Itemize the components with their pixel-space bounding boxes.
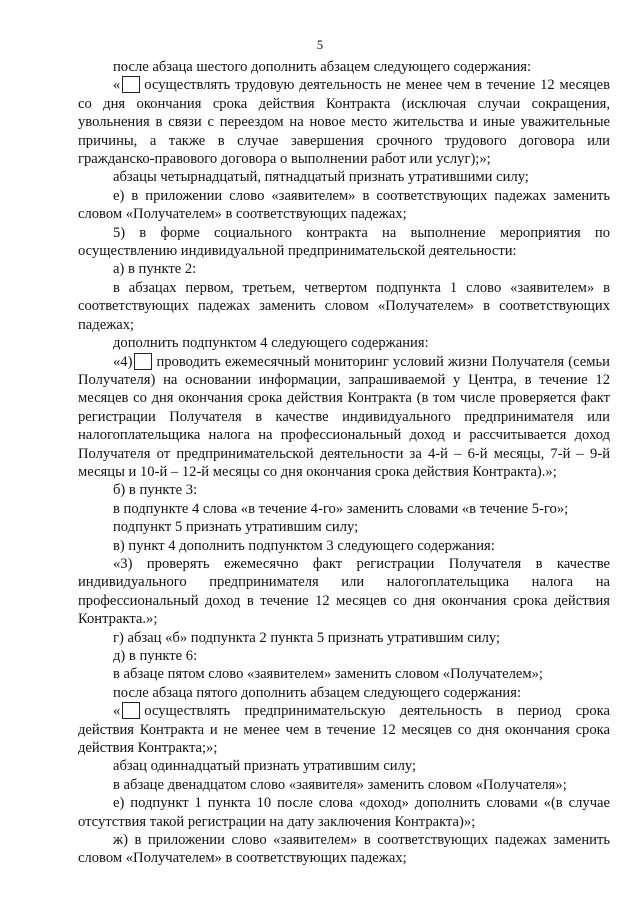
paragraph-text: осуществлять трудовую деятельность не менее чем в течение 12 месяцев со дня окончания срока действия Контракта (исключая случаи сокращения, увольнения в связи с переездом на новое место жительства и иные уважительные причины, а также в случае завершения срочного трудового договора или гражданско-правового договора о выполнении работ или услуг);»; <box>78 77 610 168</box>
paragraph: абзацы четырнадцатый, пятнадцатый признать утратившими силу; <box>113 169 529 186</box>
quote-open: « <box>113 703 121 720</box>
paragraph: е) в приложении слово «заявителем» в соответствующих падежах заменить словом «Получателем» в соответствующих падежах; <box>78 187 610 223</box>
paragraph: г) абзац «б» подпункта 2 пункта 5 признать утратившим силу; <box>113 629 501 646</box>
empty-checkbox <box>122 76 140 93</box>
paragraph: дополнить подпунктом 4 следующего содержания: <box>113 335 429 352</box>
paragraph-text: осуществлять предпринимательскую деятельность в период срока действия Контракта и не менее чем в течение 12 месяцев со дня окончания срока действия Контракта;»; <box>78 703 610 757</box>
subpoint-number: «4) <box>113 353 133 370</box>
paragraph: 5) в форме социального контракта на выполнение мероприятия по осуществлению индивидуальной предпринимательской деятельности: <box>78 224 610 260</box>
paragraph: в абзацах первом, третьем, четвертом подпункта 1 слово «заявителем» в соответствующих падежах заменить словом «Получателем» в соответствующих падежах; <box>78 279 610 333</box>
paragraph: ж) в приложении слово «заявителем» в соответствующих падежах заменить словом «Получателем» в соответствующих падежах; <box>78 832 610 867</box>
empty-checkbox <box>122 702 140 719</box>
paragraph: е) подпункт 1 пункта 10 после слова «доход» дополнить словами «(в случае отсутствия такой регистрации на дату заключения Контракта)»; <box>78 795 610 830</box>
paragraph-with-checkbox <box>78 76 610 168</box>
paragraph: в абзаце двенадцатом слово «заявителя» заменить словом «Получателя»; <box>113 776 567 793</box>
paragraph: в подпункте 4 слова «в течение 4-го» заменить словами «в течение 5-го»; <box>113 500 569 517</box>
paragraph: д) в пункте 6: <box>113 648 198 664</box>
quote-open: « <box>113 77 121 94</box>
empty-checkbox <box>134 353 152 370</box>
document-body <box>78 58 610 868</box>
paragraph-text: проводить ежемесячный мониторинг условий жизни Получателя (семьи Получателя) на основании информации, запрашиваемой у Центра, в течение 12 месяцев со дня окончания срока действия Контракта (в том числе проверяется факт регистрации Получателя в качестве индивидуального предпринимателя или налогоплательщика налога на профессиональный доход и рассчитывается доход Получателя от предпринимательской деятельности за 4-й – 6-й месяцы, 7-й – 9-й месяцы и 10-й – 12-й месяцы со дня окончания срока действия Контракта).»; <box>78 353 610 480</box>
paragraph: после абзаца шестого дополнить абзацем следующего содержания: <box>113 59 532 75</box>
paragraph: а) в пункте 2: <box>113 261 197 278</box>
paragraph-with-checkbox <box>78 353 610 482</box>
paragraph-with-checkbox <box>78 702 610 757</box>
paragraph: абзац одиннадцатый признать утратившим силу; <box>113 758 417 775</box>
paragraph: в) пункт 4 дополнить подпунктом 3 следующего содержания: <box>113 537 495 554</box>
paragraph: подпункт 5 признать утратившим силу; <box>113 519 359 536</box>
paragraph: б) в пункте 3: <box>113 482 198 499</box>
paragraph: после абзаца пятого дополнить абзацем следующего содержания: <box>113 684 521 701</box>
paragraph: «3) проверять ежемесячно факт регистрации Получателя в качестве индивидуального предпринимателя или налогоплательщика налога на профессиональный доход в течение 12 месяцев со дня окончания срока действия Контракта.»; <box>78 555 610 628</box>
page-number: 5 <box>316 38 324 52</box>
paragraph: в абзаце пятом слово «заявителем» заменить словом «Получателем»; <box>113 666 543 683</box>
